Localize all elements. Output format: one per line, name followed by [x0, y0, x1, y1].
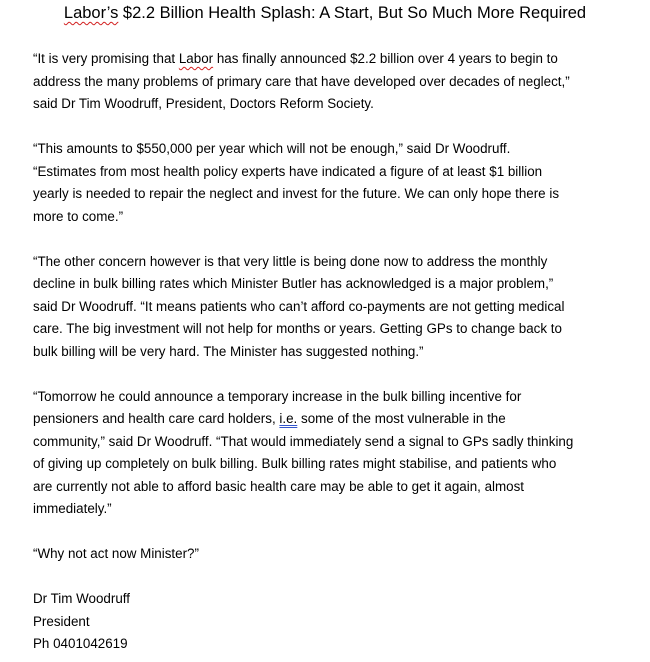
paragraph-2 — [33, 138, 638, 228]
signature-phone: Ph 0401042619 — [33, 636, 128, 651]
title-text: $2.2 Billion Health Splash: A Start, But So Much More Required — [118, 4, 587, 22]
text-run: some of the most vulnerable in the — [297, 411, 506, 426]
paragraph-line: are currently not able to afford basic health care may be able to get it again, almost — [33, 478, 525, 494]
paragraph-line: decline in bulk billing rates which Minister Butler has acknowledged is a major problem,” — [33, 276, 554, 291]
paragraph-line: said Dr Woodruff. “It means patients who can’t afford co-payments are not getting medical — [33, 298, 565, 314]
paragraph-line: “This amounts to $550,000 per year which will not be enough,” said Dr Woodruff. — [33, 141, 511, 156]
paragraph-line: bulk billing will be very hard. The Minister has suggested nothing.” — [33, 343, 424, 359]
paragraph-line: “Estimates from most health policy experts have indicated a figure of at least $1 billion — [33, 163, 543, 179]
paragraph-line — [33, 408, 638, 431]
text-run: “It is very promising that — [33, 51, 179, 66]
paragraph-line: said Dr Tim Woodruff, President, Doctors Reform Society. — [33, 96, 374, 111]
paragraph-gap — [33, 228, 638, 251]
paragraph-line: “Tomorrow he could announce a temporary increase in the bulk billing incentive for — [33, 388, 522, 404]
paragraph-line: “Why not act now Minister?” — [33, 546, 199, 561]
document-body — [33, 48, 638, 656]
text-run: has finally announced $2.2 billion over 4 years to begin to — [213, 51, 558, 66]
paragraph-line: “The other concern however is that very little is being done now to address the monthly — [33, 253, 548, 269]
paragraph-3 — [33, 251, 638, 364]
paragraph-line: immediately.” — [33, 501, 112, 516]
paragraph-line: yearly is needed to repair the neglect and invest for the future. We can only hope there is — [33, 186, 560, 201]
paragraph-gap — [33, 116, 638, 139]
paragraph-1 — [33, 48, 638, 116]
spellcheck-word: Labor — [178, 51, 214, 66]
paragraph-line: community,” said Dr Woodruff. “That would immediately send a signal to GPs sadly thinking — [33, 433, 574, 449]
signature-name: Dr Tim Woodruff — [33, 591, 130, 606]
signature-role: President — [33, 613, 90, 629]
paragraph-5 — [33, 543, 638, 566]
paragraph-line: of giving up completely on bulk billing. Bulk billing rates might stabilise, and patients who — [33, 456, 557, 471]
paragraph-gap — [33, 363, 638, 386]
paragraph-line: care. The big investment will not help for months or years. Getting GPs to change back to — [33, 321, 562, 336]
paragraph-4 — [33, 386, 638, 521]
signature-block — [33, 588, 638, 656]
title-spellcheck-word: Labor’s — [63, 4, 119, 22]
paragraph-gap — [33, 566, 638, 589]
document-title — [0, 3, 650, 23]
text-run: pensioners and health care card holders, — [33, 411, 280, 426]
paragraph-line: address the many problems of primary care that have developed over decades of neglect,” — [33, 73, 570, 89]
grammar-flag-word: i.e. — [279, 411, 298, 426]
paragraph-line — [33, 48, 638, 71]
paragraph-line: more to come.” — [33, 208, 124, 224]
paragraph-gap — [33, 521, 638, 544]
